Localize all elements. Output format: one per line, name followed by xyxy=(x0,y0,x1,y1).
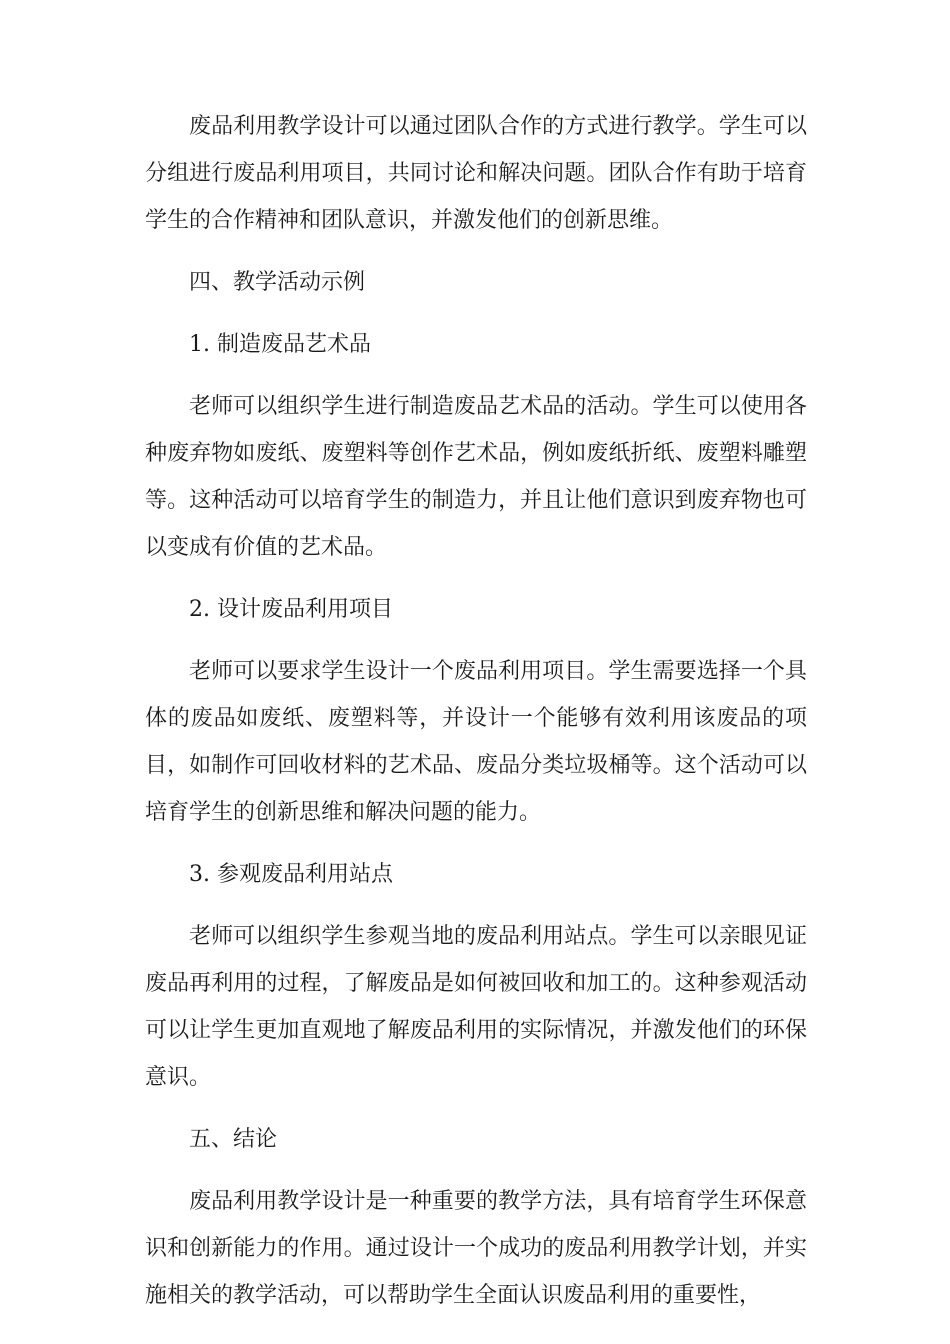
section-heading-teaching-activities: 四、教学活动示例 xyxy=(189,270,366,295)
paragraph-design-project: 老师可以要求学生设计一个废品利用项目。学生需要选择一个具体的废品如废纸、废塑料等，并设计一个能够有效利用该废品的项目，如制作可回收材料的艺术品、废品分类垃圾桶等。这个活动可以培育学生的创新思维和解决问题的能力。 xyxy=(145,659,807,825)
paragraph-team-cooperation: 废品利用教学设计可以通过团队合作的方式进行教学。学生可以分组进行废品利用项目，共同讨论和解决问题。团队合作有助于培育学生的合作精神和团队意识，并激发他们的创新思维。 xyxy=(145,114,807,233)
paragraph-conclusion: 废品利用教学设计是一种重要的教学方法，具有培育学生环保意识和创新能力的作用。通过设计一个成功的废品利用教学计划，并实施相关的教学活动，可以帮助学生全面认识废品利用的重要性， xyxy=(145,1189,807,1308)
paragraph-make-art: 老师可以组织学生进行制造废品艺术品的活动。学生可以使用各种废弃物如废纸、废塑料等创作艺术品，例如废纸折纸、废塑料雕塑等。这种活动可以培育学生的制造力，并且让他们意识到废弃物也可以变成有价值的艺术品。 xyxy=(145,394,807,560)
section-heading-conclusion: 五、结论 xyxy=(189,1127,278,1152)
subheading-make-art: 1. 制造废品艺术品 xyxy=(189,332,371,357)
subheading-visit-station: 3. 参观废品利用站点 xyxy=(189,862,393,887)
document-body xyxy=(145,103,807,1334)
subheading-design-project: 2. 设计废品利用项目 xyxy=(189,597,393,622)
paragraph-visit-station: 老师可以组织学生参观当地的废品利用站点。学生可以亲眼见证废品再利用的过程，了解废品是如何被回收和加工的。这种参观活动可以让学生更加直观地了解废品利用的实际情况，并激发他们的环保意识。 xyxy=(145,924,807,1090)
